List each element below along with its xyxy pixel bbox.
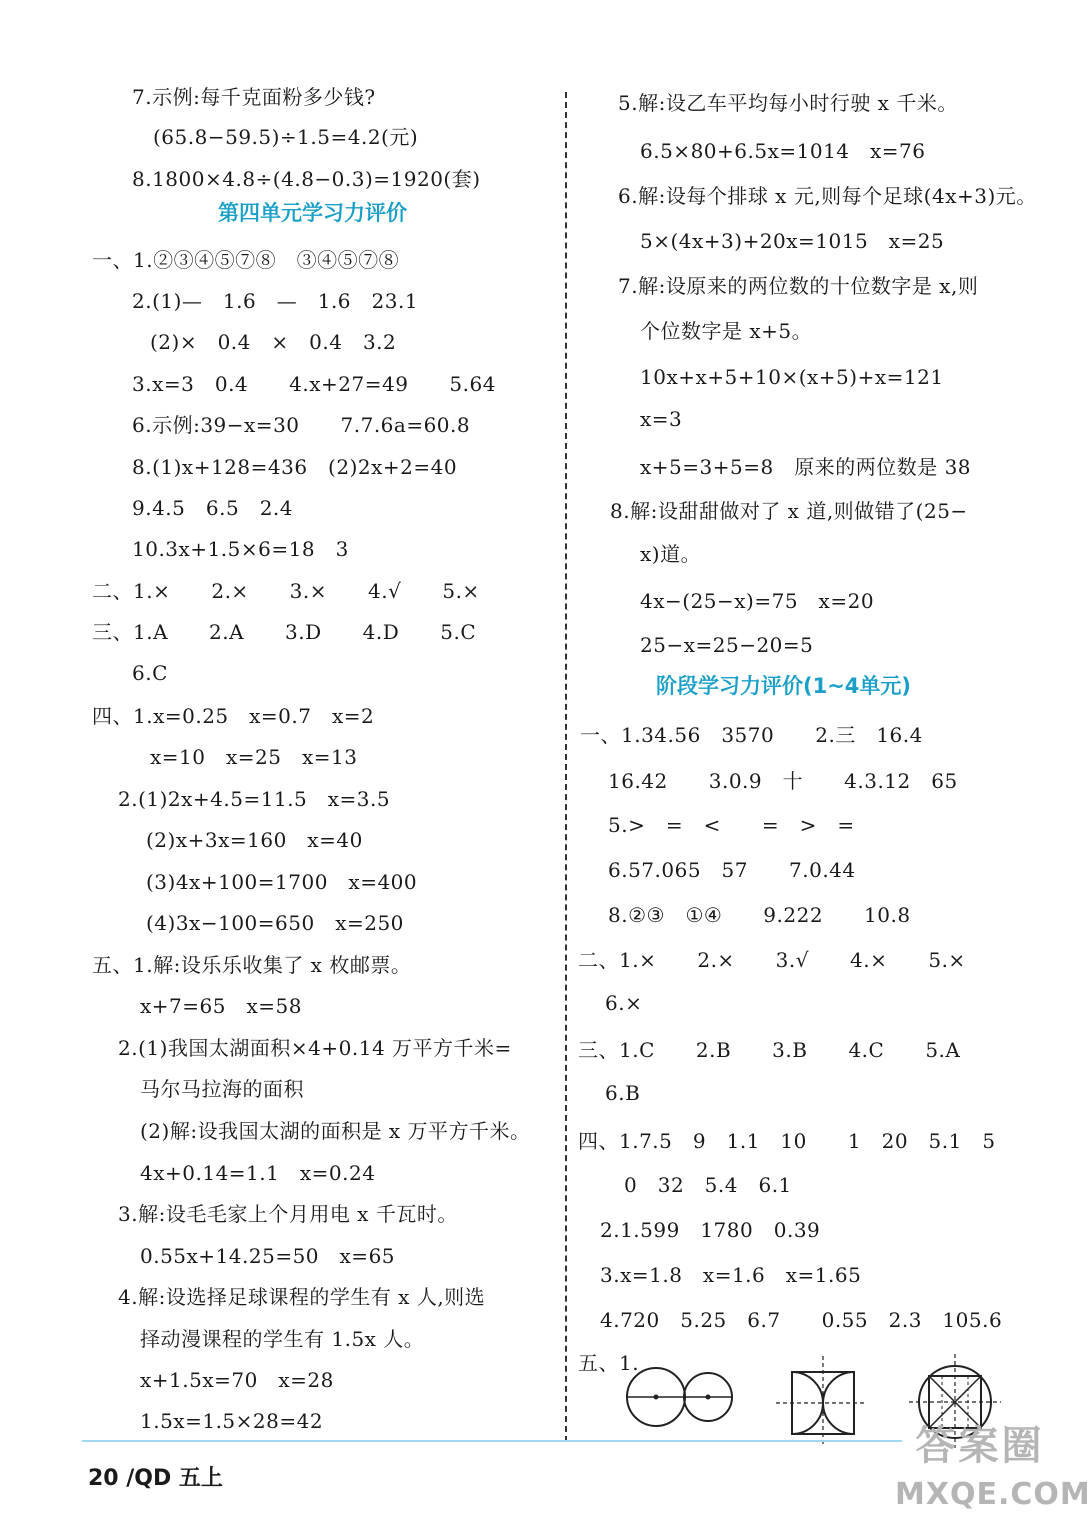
answer-line: 一、1.②③④⑤⑦⑧ ③④⑤⑦⑧ (92, 248, 400, 272)
answer-line: 三、1.A 2.A 3.D 4.D 5.C (92, 620, 477, 644)
answer-line: 6.解:设每个排球 x 元,则每个足球(4x+3)元。 (618, 184, 1037, 208)
answer-line: 3.x=1.8 x=1.6 x=1.65 (600, 1263, 862, 1287)
answer-line: x=10 x=25 x=13 (150, 745, 358, 769)
answer-line: 5.解:设乙车平均每小时行驶 x 千米。 (618, 91, 958, 115)
answer-line: 四、1.x=0.25 x=0.7 x=2 (92, 704, 375, 728)
answer-line: 4x+0.14=1.1 x=0.24 (140, 1161, 376, 1185)
answer-line: 8.(1)x+128=436 (2)2x+2=40 (132, 455, 458, 479)
answer-line: 6.C (132, 661, 168, 685)
answer-line: 6.× (605, 991, 643, 1015)
answer-line: 16.42 3.0.9 十 4.3.12 65 (608, 769, 958, 793)
footer-rule (82, 1440, 902, 1442)
answer-line: (4)3x−100=650 x=250 (146, 911, 404, 935)
answer-line: 6.57.065 57 7.0.44 (608, 858, 856, 882)
answer-line: 4x−(25−x)=75 x=20 (640, 589, 875, 613)
answer-line: 0 32 5.4 6.1 (624, 1173, 792, 1197)
answer-line: x+5=3+5=8 原来的两位数是 38 (640, 455, 972, 479)
answer-line: 择动漫课程的学生有 1.5x 人。 (140, 1327, 425, 1351)
section-title-stage: 阶段学习力评价(1~4单元) (656, 674, 912, 698)
answer-line: 8.1800×4.8÷(4.8−0.3)=1920(套) (132, 167, 481, 191)
answer-line: (3)4x+100=1700 x=400 (146, 870, 418, 894)
answer-line: 5.> = < = > = (608, 813, 855, 837)
answer-line: 五、1.解:设乐乐收集了 x 枚邮票。 (92, 953, 412, 977)
answer-line: 2.1.599 1780 0.39 (600, 1218, 821, 1242)
column-divider (565, 92, 567, 1442)
answer-line: x)道。 (640, 542, 702, 566)
answer-line: 0.55x+14.25=50 x=65 (140, 1244, 396, 1268)
answer-line: 2.(1)2x+4.5=11.5 x=3.5 (118, 787, 391, 811)
answer-line: x=3 (640, 407, 683, 431)
answer-line: 5×(4x+3)+20x=1015 x=25 (640, 229, 945, 253)
answer-line: (65.8−59.5)÷1.5=4.2(元) (153, 125, 419, 149)
answer-line: 3.x=3 0.4 4.x+27=49 5.64 (132, 372, 496, 396)
watermark (895, 1418, 1091, 1536)
answer-line: 7.示例:每千克面粉多少钱? (132, 85, 376, 109)
answer-line: 4.720 5.25 6.7 0.55 2.3 105.6 (600, 1308, 1003, 1332)
answer-line: 4.解:设选择足球课程的学生有 x 人,则选 (118, 1285, 486, 1309)
watermark-url: MXQE.COM (895, 1477, 1091, 1512)
answer-line: 25−x=25−20=5 (640, 633, 814, 657)
answer-line: x+1.5x=70 x=28 (140, 1368, 334, 1392)
answer-line: 二、1.× 2.× 3.√ 4.× 5.× (578, 948, 966, 972)
answer-line: 马尔马拉海的面积 (140, 1077, 304, 1101)
answer-line: 3.解:设毛毛家上个月用电 x 千瓦时。 (118, 1202, 458, 1226)
answer-line: 2.(1)我国太湖面积×4+0.14 万平方千米= (118, 1036, 512, 1060)
answer-line: (2)× 0.4 × 0.4 3.2 (150, 330, 397, 354)
answer-line: 10x+x+5+10×(x+5)+x=121 (640, 365, 944, 389)
answer-line: 五、1. (578, 1351, 640, 1375)
answer-line: 6.5×80+6.5x=1014 x=76 (640, 139, 926, 163)
page-number: 20 /QD 五上 (88, 1466, 223, 1491)
answer-line: 2.(1)— 1.6 — 1.6 23.1 (132, 289, 419, 313)
two-circles-figure (620, 1362, 740, 1432)
answer-line: 10.3x+1.5×6=18 3 (132, 537, 349, 561)
answer-line: 9.4.5 6.5 2.4 (132, 496, 294, 520)
answer-line: 8.解:设甜甜做对了 x 道,则做错了(25− (610, 499, 968, 523)
square-arcs-figure (770, 1350, 870, 1450)
answer-line: (2)解:设我国太湖的面积是 x 万平方千米。 (140, 1119, 531, 1143)
answer-line: 一、1.34.56 3570 2.三 16.4 (580, 723, 923, 747)
answer-line: 二、1.× 2.× 3.× 4.√ 5.× (92, 579, 480, 603)
answer-line: 8.②③ ①④ 9.222 10.8 (608, 903, 911, 927)
answer-line: 四、1.7.5 9 1.1 10 1 20 5.1 5 (578, 1129, 996, 1153)
answer-line: 6.B (605, 1081, 641, 1105)
answer-line: x+7=65 x=58 (140, 994, 302, 1018)
watermark-title: 答案圈 (915, 1423, 1045, 1469)
answer-line: 个位数字是 x+5。 (640, 319, 813, 343)
answer-line: 7.解:设原来的两位数的十位数字是 x,则 (618, 274, 979, 298)
answer-line: 1.5x=1.5×28=42 (140, 1409, 324, 1433)
answer-line: (2)x+3x=160 x=40 (146, 828, 363, 852)
answer-line: 6.示例:39−x=30 7.7.6a=60.8 (132, 413, 471, 437)
section-title-unit4: 第四单元学习力评价 (218, 201, 407, 225)
answer-line: 三、1.C 2.B 3.B 4.C 5.A (578, 1038, 961, 1062)
